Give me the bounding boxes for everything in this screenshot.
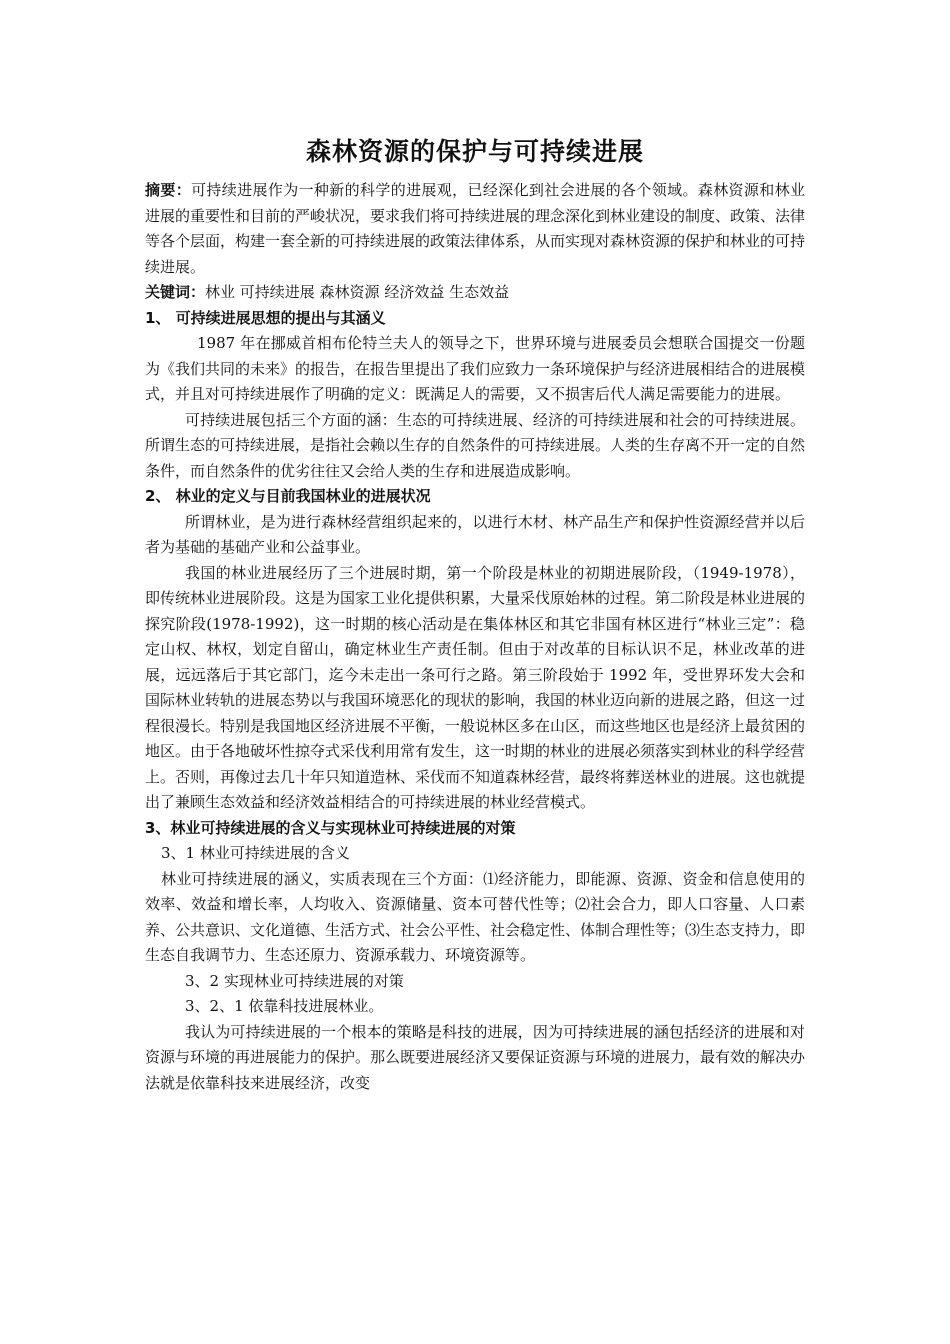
section-2-heading: 2、 林业的定义与目前我国林业的进展状况	[145, 487, 431, 505]
section-3-2-1-paragraph: 我认为可持续进展的一个根本的策略是科技的进展，因为可持续进展的涵包括经济的进展和对资源与环境的再进展能力的保护。那么既要进展经济又要保证资源与环境的进展力，最有效的解决办法就是依靠科技来进展经济，改变	[145, 1022, 806, 1092]
keywords-text: 林业 可持续进展 森林资源 经济效益 生态效益	[205, 283, 510, 301]
document-page	[145, 128, 805, 1096]
document-title: 森林资源的保护与可持续进展	[305, 137, 644, 166]
section-3-1-heading: 3、1 林业可持续进展的含义	[161, 844, 350, 862]
section-1-heading: 1、 可持续进展思想的提出与其涵义	[145, 308, 386, 327]
keywords-label: 关键词：	[145, 283, 206, 301]
section-3-1-paragraph: 林业可持续进展的涵义，实质表现在三个方面：⑴经济能力，即能源、资源、资金和信息使用的效率、效益和增长率，人均收入、资源储量、资本可替代性等；⑵社会合力，即人口容量、人口素养、公共意识、文化道德、生活方式、社会公平性、社会稳定性、体制合理性等；⑶生态支持力，即生态自我调节力、生态还原力、资源承载力、环境资源等。	[145, 869, 806, 964]
section-1-paragraph-2: 可持续进展包括三个方面的涵：生态的可持续进展、经济的可持续进展和社会的可持续进展。 所谓生态的可持续进展，是指社会赖以生存的自然条件的可持续进展。人类的生存离不开一定的自然条件，而自然条件的优劣往往又会给人类的生存和进展造成影响。	[145, 410, 806, 480]
section-3-heading: 3、林业可持续进展的含义与实现林业可持续进展的对策	[145, 818, 516, 837]
section-1-paragraph-1: 1987 年在挪威首相布伦特兰夫人的领导之下，世界环境与进展委员会想联合国提交一份题为《我们共同的未来》的报告，在报告里提出了我们应致力一条环境保护与经济进展相结合的进展模式，并且对可持续进展作了明确的定义：既满足人的需要，又不损害后代人满足需要能力的进展。	[145, 334, 806, 403]
keywords-paragraph	[145, 280, 805, 306]
abstract-paragraph	[145, 178, 805, 280]
section-3-2-heading: 3、2 实现林业可持续进展的对策	[185, 971, 404, 990]
section-2-paragraph-2: 我国的林业进展经历了三个进展时期，第一个阶段是林业的初期进展阶段，（1949-1978），即传统林业进展阶段。这是为国家工业化提供积累，大量采伐原始林的过程。第二阶段是林业进展的探究阶段(1978-1992)，这一时期的核心活动是在集体林区和其它非国有林区进行“林业三定”：稳定山权、林权，划定自留山，确定林业生产责任制。但由于对改革的目标认识不足，林业改革的进展，远远落后于其它部门，迄今未走出一条可行之路。第三阶段始于 1992 年，受世界环发大会和国际林业转轨的进展态势以与我国环境恶化的现状的影响，我国的林业迈向新的进展之路，但这一过程很漫长。特别是我国地区经济进展不平衡，一般说林区多在山区，而这些地区也是经济上最贫困的地区。由于各地破坏性掠夺式采伐利用常有发生，这一时期的林业的进展必须落实到林业的科学经营上。否则，再像过去几十年只知道造林、采伐而不知道森林经营，最终将葬送林业的进展。这也就提出了兼顾生态效益和经济效益相结合的可持续进展的林业经营模式。	[145, 563, 806, 811]
section-3-2-1-heading: 3、2、1 依靠科技进展林业。	[185, 997, 384, 1015]
section-2-paragraph-1: 所谓林业，是为进行森林经营组织起来的，以进行木材、林产品生产和保护性资源经营并以后者为基础的基础产业和公益事业。	[145, 512, 805, 556]
abstract-label: 摘要：	[145, 181, 192, 199]
abstract-text: 可持续进展作为一种新的科学的进展观，已经深化到社会进展的各个领域。森林资源和林业进展的重要性和目前的严峻状况，要求我们将可持续进展的理念深化到林业建设的制度、政策、法律等各个层面，构建一套全新的可持续进展的政策法律体系，从而实现对森林资源的保护和林业的可持续进展。	[145, 181, 806, 276]
